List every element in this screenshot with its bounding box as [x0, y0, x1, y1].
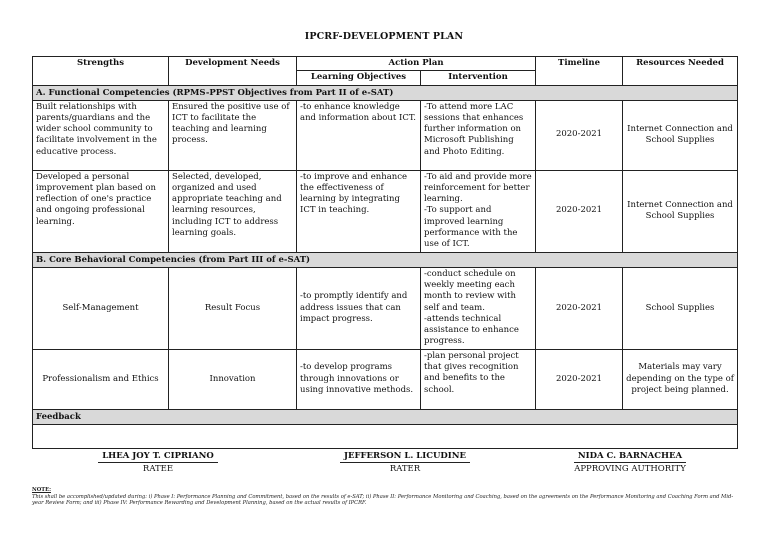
table-row [33, 100, 738, 170]
table-row [33, 349, 738, 409]
cell-timeline: 2020-2021 [536, 267, 623, 349]
cell-timeline: 2020-2021 [536, 170, 623, 252]
table-row [33, 170, 738, 252]
cell-learning-objectives: -to promptly identify and address issues that can impact progress. [297, 267, 421, 349]
cell-strengths: Self-Management [33, 267, 169, 349]
document-title: IPCRF-DEVELOPMENT PLAN [304, 31, 464, 42]
cell-learning-objectives: -to improve and enhance the effectiveness of learning by integrating ICT in teaching. [297, 170, 421, 252]
cell-development-needs: Ensured the positive use of ICT to facilitate the teaching and learning process. [169, 100, 297, 170]
signature-ratee [68, 451, 248, 474]
cell-development-needs: Result Focus [169, 267, 297, 349]
cell-resources: School Supplies [623, 267, 738, 349]
cell-development-needs: Innovation [169, 349, 297, 409]
cell-resources: Materials may vary depending on the type of project being planned. [623, 349, 738, 409]
header-action-plan: Action Plan [297, 57, 536, 71]
rater-name: JEFFERSON L. LICUDINE [340, 451, 470, 463]
header-development-needs: Development Needs [169, 57, 297, 86]
cell-learning-objectives: -to develop programs through innovations or using innovative methods. [297, 349, 421, 409]
note-label: NOTE: [32, 487, 51, 493]
header-timeline: Timeline [536, 57, 623, 86]
cell-development-needs: Selected, developed, organized and used appropriate teaching and learning resources, including ICT to address learning goals. [169, 170, 297, 252]
section-a-heading: A. Functional Competencies (RPMS-PPST Objectives from Part II of e-SAT) [33, 85, 738, 100]
signature-rater [315, 451, 495, 474]
cell-resources: Internet Connection and School Supplies [623, 100, 738, 170]
note-text: This shall be accomplished/updated during: i) Phase I: Performance Planning and Commitment, based on the results of e-SAT; ii) Phase II: Performance Monitoring and Coaching, based on the agreements on the Performance Monitoring and Coaching Form and Mid-year Review Form; and iii) Phase IV: Performance Rewarding and Development Planning, based on the actual results of IPCRF. [32, 493, 734, 507]
feedback-heading: Feedback [33, 409, 738, 424]
section-b-heading: B. Core Behavioral Competencies (from Part III of e-SAT) [33, 252, 738, 267]
cell-intervention: -To attend more LAC sessions that enhances further information on Microsoft Publishing and Photo Editing. [421, 100, 536, 170]
development-plan-table [32, 56, 738, 449]
header-strengths: Strengths [33, 57, 169, 86]
ratee-role: RATEE [142, 464, 174, 474]
cell-strengths: Professionalism and Ethics [33, 349, 169, 409]
table-row [33, 267, 738, 349]
cell-intervention: -conduct schedule on weekly meeting each month to review with self and team. -attends technical assistance to enhance progress. [421, 267, 536, 349]
approver-name: NIDA C. BARNACHEA [574, 451, 686, 463]
header-learning-objectives: Learning Objectives [297, 71, 421, 85]
header-resources: Resources Needed [623, 57, 738, 86]
cell-strengths: Developed a personal improvement plan based on reflection of one's practice and ongoing professional learning. [33, 170, 169, 252]
rater-role: RATER [389, 464, 421, 474]
approver-role: APPROVING AUTHORITY [574, 464, 686, 474]
cell-resources: Internet Connection and School Supplies [623, 170, 738, 252]
cell-intervention: -To aid and provide more reinforcement for better learning. -To support and improved learning performance with the use of ICT. [421, 170, 536, 252]
cell-intervention: -plan personal project that gives recognition and benefits to the school. [421, 349, 536, 409]
cell-strengths: Built relationships with parents/guardians and the wider school community to facilitate involvement in the educative process. [33, 100, 169, 170]
cell-learning-objectives: -to enhance knowledge and information about ICT. [297, 100, 421, 170]
feedback-area [33, 424, 738, 448]
ratee-name: LHEA JOY T. CIPRIANO [98, 451, 218, 463]
cell-timeline: 2020-2021 [536, 349, 623, 409]
signature-approving-authority [540, 451, 720, 474]
note [32, 487, 737, 507]
header-intervention: Intervention [421, 71, 536, 85]
cell-timeline: 2020-2021 [536, 100, 623, 170]
